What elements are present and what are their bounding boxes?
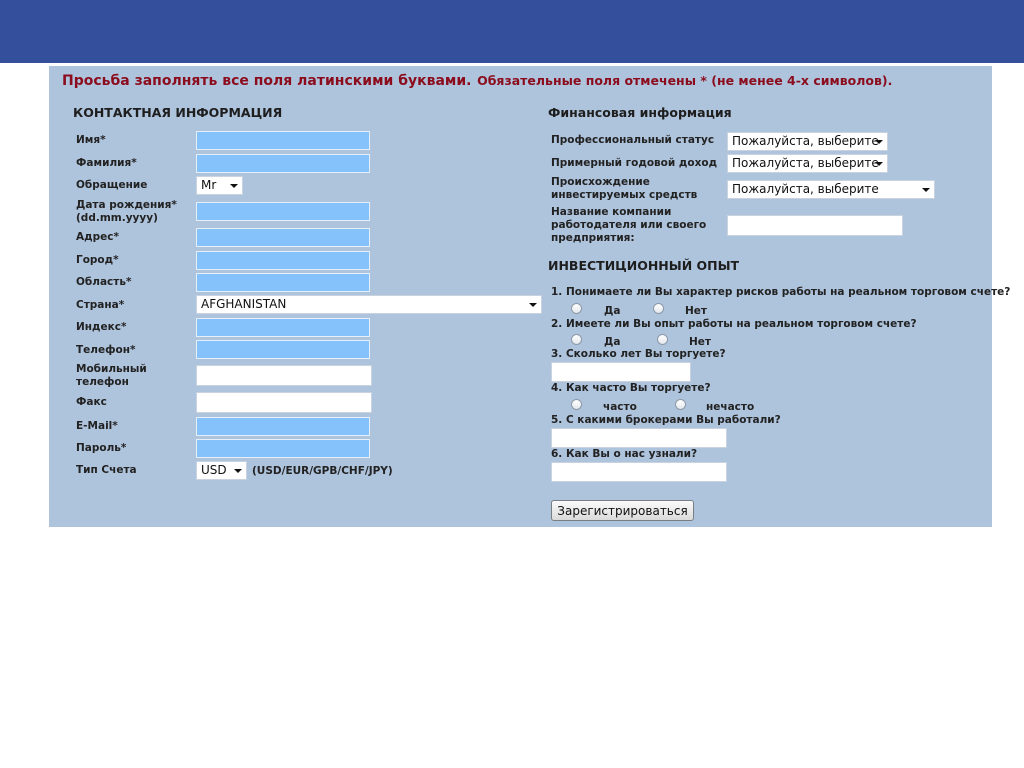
address-input[interactable] — [196, 228, 370, 247]
q5-text: 5. С какими брокерами Вы работали? — [551, 414, 781, 426]
currency-hint: (USD/EUR/GPB/CHF/JPY) — [252, 465, 393, 477]
first-name-label: Имя* — [76, 134, 106, 146]
zip-label: Индекс* — [76, 321, 127, 333]
city-label: Город* — [76, 254, 119, 266]
funds-origin-value: Пожалуйста, выберите — [732, 182, 879, 196]
employer-input[interactable] — [727, 215, 903, 236]
address-label: Адрес* — [76, 231, 119, 243]
birth-date-input[interactable] — [196, 202, 370, 221]
professional-status-value: Пожалуйста, выберите — [732, 134, 879, 148]
q4-text: 4. Как часто Вы торгуете? — [551, 382, 711, 394]
account-currency-value: USD — [201, 463, 227, 477]
years-trading-input[interactable] — [551, 362, 691, 382]
referral-source-input[interactable] — [551, 462, 727, 482]
register-button[interactable]: Зарегистрироваться — [551, 500, 694, 521]
birth-date-label: Дата рождения* (dd.mm.yyyy) — [76, 199, 177, 224]
brokers-input[interactable] — [551, 428, 727, 448]
q2-yes-label: Да — [604, 336, 621, 348]
funds-origin-select[interactable] — [727, 180, 935, 199]
country-value: AFGHANISTAN — [201, 297, 287, 311]
experience-section-title: ИНВЕСТИЦИОННЫЙ ОПЫТ — [548, 258, 740, 273]
first-name-input[interactable] — [196, 131, 370, 150]
region-label: Область* — [76, 276, 132, 288]
last-name-input[interactable] — [196, 154, 370, 173]
professional-status-select[interactable] — [727, 132, 888, 151]
funds-origin-label: Происхождение инвестируемых средств — [551, 176, 698, 201]
last-name-label: Фамилия* — [76, 157, 137, 169]
q6-text: 6. Как Вы о нас узнали? — [551, 448, 698, 460]
zip-input[interactable] — [196, 318, 370, 337]
q1-text: 1. Понимаете ли Вы характер рисков работы на реальном торговом счете? — [551, 286, 1011, 298]
q4-rarely-radio[interactable] — [675, 399, 686, 410]
q1-yes-radio[interactable] — [571, 303, 582, 314]
annual-income-label: Примерный годовой доход — [551, 157, 718, 169]
email-input[interactable] — [196, 417, 370, 436]
q4-often-label: часто — [603, 401, 637, 413]
salutation-select[interactable] — [196, 176, 243, 195]
q1-no-radio[interactable] — [653, 303, 664, 314]
phone-input[interactable] — [196, 340, 370, 359]
q2-no-label: Нет — [689, 336, 711, 348]
country-label: Страна* — [76, 299, 125, 311]
annual-income-value: Пожалуйста, выберите — [732, 156, 879, 170]
latin-letters-notice: Просьба заполнять все поля латинскими буквами. — [62, 73, 472, 89]
chevron-down-icon — [230, 184, 238, 188]
form-notice — [62, 70, 892, 89]
mobile-label: Мобильный телефон — [76, 363, 147, 388]
fax-label: Факс — [76, 396, 107, 408]
phone-label: Телефон* — [76, 344, 136, 356]
annual-income-select[interactable] — [727, 154, 888, 173]
chevron-down-icon — [875, 162, 883, 166]
chevron-down-icon — [922, 188, 930, 192]
region-input[interactable] — [196, 273, 370, 292]
salutation-label: Обращение — [76, 179, 148, 191]
city-input[interactable] — [196, 251, 370, 270]
professional-status-label: Профессиональный статус — [551, 134, 715, 146]
mobile-input[interactable] — [196, 365, 372, 386]
fax-input[interactable] — [196, 392, 372, 413]
registration-form-panel — [49, 66, 1011, 527]
contact-section-title: КОНТАКТНАЯ ИНФОРМАЦИЯ — [73, 105, 283, 120]
chevron-down-icon — [875, 140, 883, 144]
q1-yes-label: Да — [604, 305, 621, 317]
account-type-label: Тип Счета — [76, 464, 137, 476]
q2-yes-radio[interactable] — [571, 334, 582, 345]
account-currency-select[interactable] — [196, 461, 247, 480]
q2-no-radio[interactable] — [657, 334, 668, 345]
chevron-down-icon — [529, 303, 537, 307]
top-banner — [0, 0, 1024, 63]
q3-text: 3. Сколько лет Вы торгуете? — [551, 348, 726, 360]
employer-label: Название компании работодателя или своего предприятия: — [551, 206, 707, 244]
required-fields-notice: Обязательные поля отмечены * (не менее 4-х символов). — [477, 73, 893, 88]
salutation-value: Mr — [201, 178, 217, 192]
financial-section-title: Финансовая информация — [548, 105, 732, 120]
password-label: Пароль* — [76, 442, 127, 454]
email-label: E-Mail* — [76, 420, 118, 432]
q4-rarely-label: нечасто — [706, 401, 755, 413]
q2-text: 2. Имеете ли Вы опыт работы на реальном торговом счете? — [551, 318, 917, 330]
password-input[interactable] — [196, 439, 370, 458]
chevron-down-icon — [234, 469, 242, 473]
country-select[interactable] — [196, 295, 542, 314]
q4-often-radio[interactable] — [571, 399, 582, 410]
q1-no-label: Нет — [685, 305, 707, 317]
